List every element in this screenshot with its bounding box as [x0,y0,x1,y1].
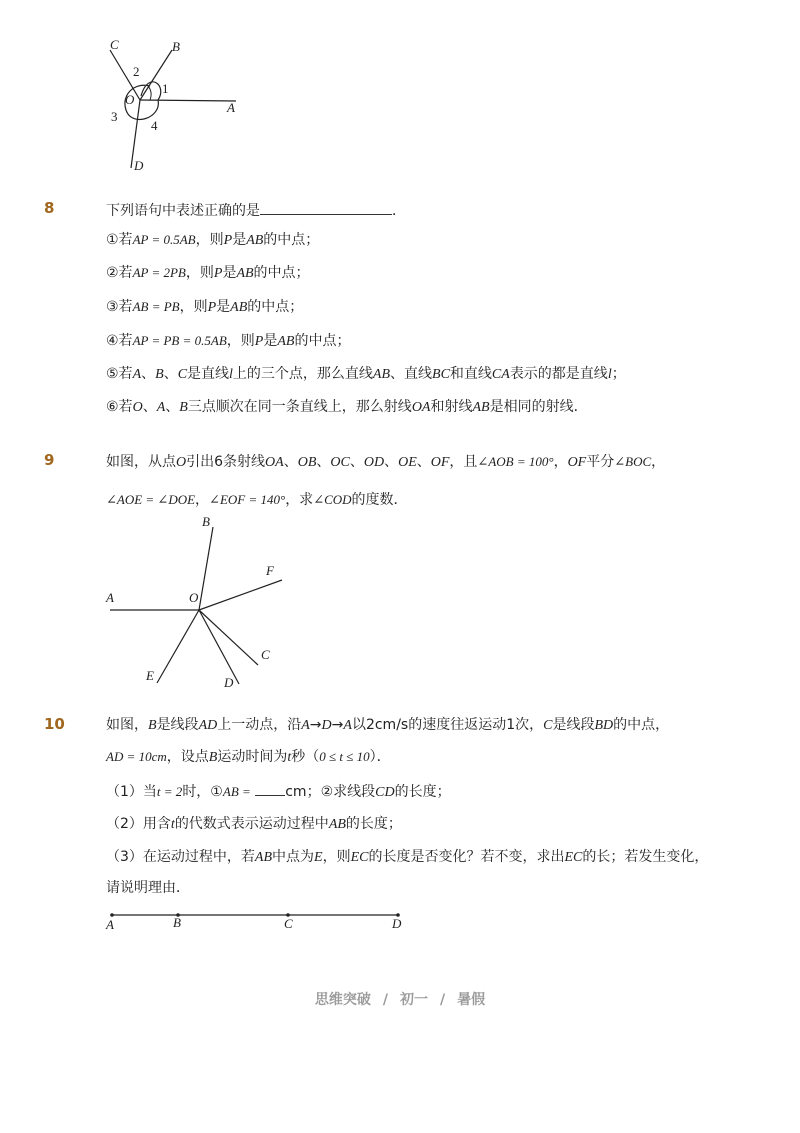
q8-option-3: ③若AB = PB，则P是AB的中点； [106,299,304,315]
q10-line-1: 如图，B是线段AD上一动点，沿A→D→A以2cm/s的速度往返运动1次，C是线段BD的中点， [106,717,670,733]
label-o: O [125,92,135,107]
ray-of [199,580,282,610]
q8-option-4: ④若AP = PB = 0.5AB，则P是AB的中点； [106,333,351,349]
q8-option-2: ②若AP = 2PB，则P是AB的中点； [106,265,310,281]
ray-oa [140,100,236,101]
question-number-8: 8 [44,199,55,217]
segment-figure-q10 [100,905,410,935]
label-o: O [189,590,199,605]
label-d: D [392,916,402,931]
q8-option-1: ①若AP = 0.5AB，则P是AB的中点； [106,232,320,248]
q8-option-5: ⑤若A、B、C是直线l上的三个点，那么直线AB、直线BC和直线CA表示的都是直线l； [106,366,626,382]
q10-part-3: （3）在运动过程中，若AB中点为E，则EC的长度是否变化？若不变，求出EC的长；若发生变化， [106,849,709,865]
answer-blank[interactable] [260,200,392,215]
q10-part-1: （1）当t = 2时，①AB = cm；②求线段CD的长度； [106,781,451,802]
angle-figure-q7 [100,35,250,175]
question-number-10: 10 [44,715,65,733]
label-angle-1: 1 [162,81,169,96]
angle-arc-small [148,86,151,100]
label-angle-4: 4 [151,118,158,133]
footer-term: 暑假 [457,992,486,1008]
q10-part-2: （2）用含t的代数式表示运动过程中AB的长度； [106,816,402,832]
label-a: A [106,917,114,932]
label-c: C [261,647,270,662]
q9-line-2: ∠AOE = ∠DOE，∠EOF = 140°，求∠COD的度数． [106,492,408,508]
page-footer: 思维突破 / 初一 / 暑假 [314,992,486,1008]
label-c: C [284,916,293,931]
answer-blank[interactable] [255,781,285,796]
label-b: B [202,514,210,529]
label-angle-3: 3 [111,109,118,124]
rays-figure-q9 [100,510,300,695]
ray-oc [199,610,258,665]
q9-line-1: 如图，从点O引出6条射线OA、OB、OC、OD、OE、OF，且∠AOB = 100°，OF平分∠BOC， [106,454,666,470]
label-b: B [172,39,180,54]
q10-line-2: AD = 10cm，设点B运动时间为t秒（0 ≤ t ≤ 10）． [106,749,391,765]
label-b: B [173,915,181,930]
ray-od [199,610,239,684]
footer-series: 思维突破 [314,992,371,1008]
q8-stem: 下列语句中表述正确的是 ． [106,200,406,220]
label-f: F [266,563,274,578]
footer-grade: 初一 [400,992,428,1008]
q10-part-3-continued: 请说明理由． [106,880,190,896]
q8-option-6: ⑥若O、A、B三点顺次在同一条直线上，那么射线OA和射线AB是相同的射线． [106,399,588,415]
label-d: D [134,158,144,173]
label-a: A [227,100,235,115]
question-number-9: 9 [44,451,55,469]
label-angle-2: 2 [133,64,140,79]
label-c: C [110,37,119,52]
label-a: A [106,590,114,605]
label-d: D [224,675,234,690]
ray-ob [199,527,213,610]
ray-oe [157,610,199,683]
label-e: E [146,668,154,683]
